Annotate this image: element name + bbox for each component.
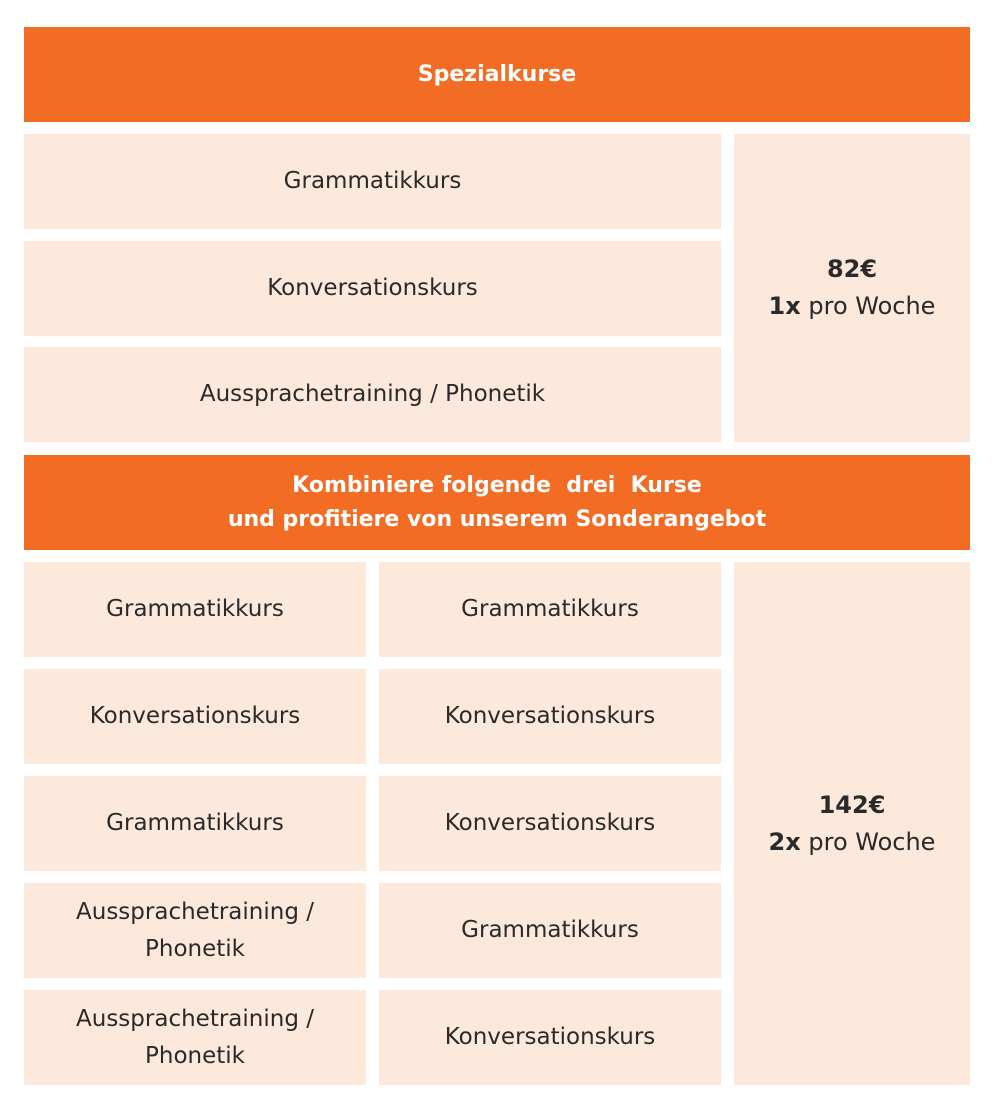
combo-right-cell: [379, 562, 721, 657]
course-label-line2: Phonetik: [145, 1042, 245, 1069]
section-title-line1: Kombiniere folgende drei Kurse: [292, 472, 702, 498]
course-cell: [24, 347, 721, 442]
course-cell: [24, 241, 721, 336]
price-amount: 142€: [818, 790, 886, 819]
course-label-line1: Aussprachetraining /: [76, 1005, 314, 1032]
price-cell: [734, 134, 970, 442]
course-label: Konversationskurs: [444, 703, 656, 729]
combo-left-cell: [24, 669, 366, 764]
course-label: Konversationskurs: [267, 275, 478, 301]
course-label-line2: Phonetik: [145, 935, 245, 962]
combo-right-cell: [379, 669, 721, 764]
section-title-line2: und profitiere von unserem Sonderangebot: [227, 506, 767, 532]
course-label: Aussprachetraining / Phonetik: [199, 381, 546, 407]
section-title: Spezialkurse: [417, 61, 577, 87]
price-amount: 82€: [826, 255, 878, 283]
course-label: Grammatikkurs: [106, 596, 284, 622]
price-frequency: 2x pro Woche: [768, 827, 936, 856]
combo-left-cell: [24, 883, 366, 978]
price-cell: [734, 562, 970, 1085]
course-label: Grammatikkurs: [106, 810, 284, 836]
combo-right-cell: [379, 776, 721, 871]
course-label: Konversationskurs: [444, 810, 656, 836]
combo-left-cell: [24, 990, 366, 1085]
course-label: Grammatikkurs: [283, 168, 462, 194]
combo-left-cell: [24, 562, 366, 657]
course-label-line1: Aussprachetraining /: [76, 898, 314, 925]
course-label: Konversationskurs: [444, 1024, 656, 1050]
combo-left-cell: [24, 776, 366, 871]
section-header-combo-offer: [24, 455, 970, 550]
course-label: Grammatikkurs: [461, 596, 639, 622]
price-frequency: 1x pro Woche: [768, 292, 936, 320]
course-cell: [24, 134, 721, 229]
combo-right-cell: [379, 883, 721, 978]
combo-right-cell: [379, 990, 721, 1085]
course-label: Grammatikkurs: [461, 917, 639, 943]
course-label: Konversationskurs: [89, 703, 301, 729]
section-header-spezialkurse: [24, 27, 970, 122]
